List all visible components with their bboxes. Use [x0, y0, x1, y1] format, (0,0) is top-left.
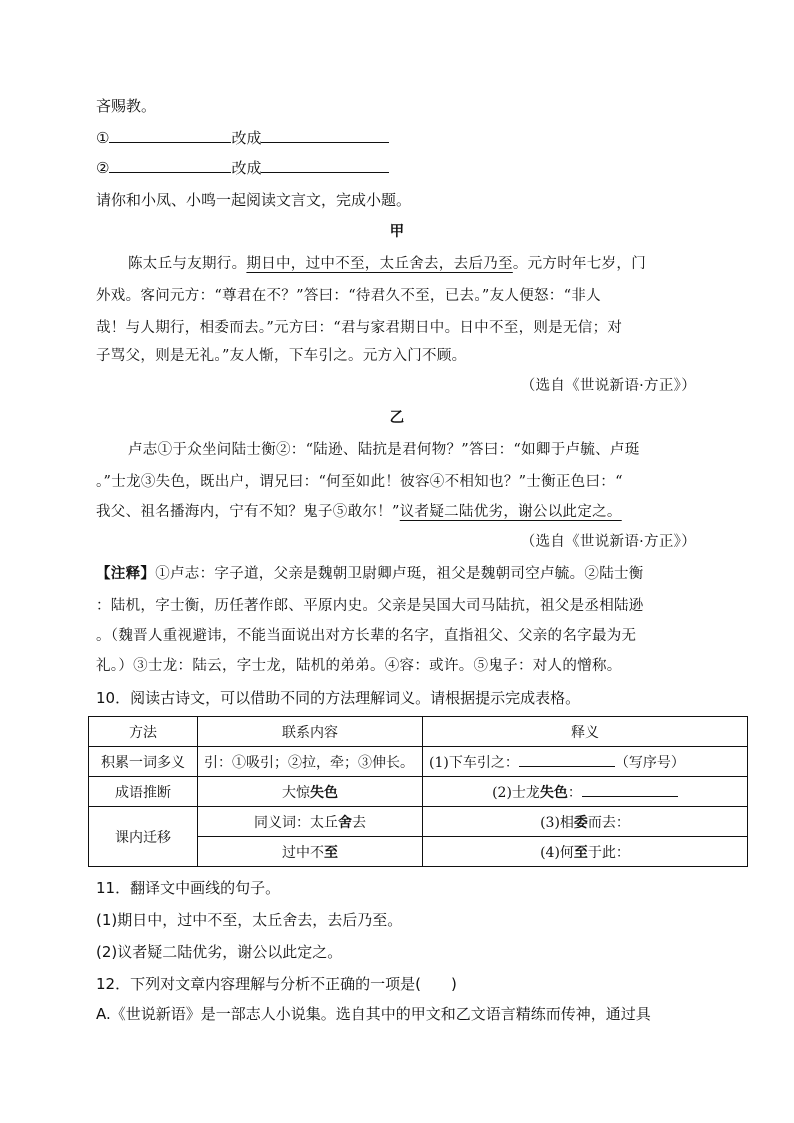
passage-yi-line: 。”士龙③失色，既出户，谓兄曰：“何至如此！彼容④不相知也？”士衡正色曰：“	[96, 474, 623, 490]
table-cell	[198, 777, 423, 807]
reading-intro: 请你和小凤、小鸣一起阅读文言文，完成小题。	[96, 191, 412, 209]
underlined-sentence: 期日中，过中不至，太丘舍去，去后乃至	[246, 256, 513, 272]
text-span: (2)士龙	[492, 784, 540, 801]
passage-yi-line	[96, 502, 622, 522]
table-cell	[423, 747, 748, 777]
question-12: 12．下列对文章内容理解与分析不正确的一项是( )	[96, 975, 457, 993]
text-span: 而去：	[587, 814, 630, 831]
key-word: 失色	[539, 784, 568, 801]
table-cell: 成语推断	[89, 777, 198, 807]
notes-heading: 【注释】	[96, 565, 156, 582]
text-span: ：	[567, 784, 582, 801]
passage-source: （选自《世说新语·方正》）	[520, 534, 696, 550]
key-word: 至	[324, 844, 338, 861]
text-span: 我父、祖名播海内，宁有不知？鬼子⑤敢尔！”	[96, 504, 400, 520]
text-span: 大惊	[282, 784, 310, 801]
text-span: 陈太丘与友期行。	[128, 256, 247, 272]
text-span: (4)何	[540, 844, 574, 861]
table-cell	[423, 777, 748, 807]
key-word: 失色	[310, 784, 338, 801]
answer-blank[interactable]	[109, 158, 231, 173]
passage-source: （选自《世说新语·方正》）	[520, 378, 696, 394]
notes-line: 。（魏晋人重视避讳，不能当面说出对方长辈的名字，直指祖父、父亲的名字最为无	[96, 628, 637, 644]
text-span: ①卢志：字子道，父亲是魏朝卫尉卿卢珽，祖父是魏朝司空卢毓。②陆士衡	[155, 566, 644, 582]
passage-jia-line	[128, 254, 646, 274]
passage-jia-line: 子骂父，则是无礼。”友人惭，下车引之。元方入门不顾。	[96, 348, 467, 364]
text-span: 去	[352, 814, 366, 831]
notes-line: ：陆机，字士衡，历任著作郎、平原内史。父亲是吴国大司马陆抗，祖父是丞相陆逊	[96, 598, 644, 614]
key-word: 委	[573, 814, 588, 831]
answer-blank[interactable]	[261, 128, 389, 143]
key-word: 至	[573, 844, 588, 861]
table-row	[89, 807, 748, 837]
table-cell	[198, 837, 423, 867]
question-11: 11．翻译文中画线的句子。	[96, 879, 281, 897]
key-word: 舍	[338, 814, 352, 831]
table-cell: 引：①吸引；②拉，牵；③伸长。	[198, 747, 423, 777]
answer-blank[interactable]	[582, 782, 678, 797]
table-row	[89, 747, 748, 777]
passage-jia-line: 外戏。客问元方：“尊君在不？”答曰：“待君久不至，已去。”友人便怒：“非人	[96, 288, 601, 304]
table-header: 释义	[423, 717, 748, 747]
text-span: 。元方时年七岁，门	[512, 256, 647, 272]
answer-blank[interactable]	[261, 158, 389, 173]
passage-title-yi: 乙	[389, 409, 405, 426]
passage-title-jia: 甲	[389, 223, 405, 240]
table-header: 方法	[89, 717, 198, 747]
method-table	[88, 716, 748, 867]
item-number: ①	[96, 129, 110, 147]
text-span: 于此：	[587, 844, 630, 861]
change-label: 改成	[231, 129, 262, 147]
text-span: 过中不	[282, 844, 324, 861]
notes-line: 礼。）③士龙：陆云，字士龙，陆机的弟弟。④容：或许。⑤鬼子：对人的憎称。	[96, 658, 622, 674]
table-cell	[198, 807, 423, 837]
notes-line	[96, 564, 644, 584]
table-cell	[423, 807, 748, 837]
question-11-item: (1)期日中，过中不至，太丘舍去，去后乃至。	[96, 911, 403, 929]
fill-item-1	[96, 128, 389, 148]
table-cell	[423, 837, 748, 867]
fill-item-2	[96, 158, 389, 178]
table-header-row	[89, 717, 748, 747]
table-header: 联系内容	[198, 717, 423, 747]
item-number: ②	[96, 159, 110, 177]
text-span: (1)下车引之：	[429, 754, 519, 771]
answer-blank[interactable]	[519, 752, 615, 767]
underlined-sentence: 议者疑二陆优劣，谢公以此定之。	[399, 504, 622, 520]
text-span: （写序号）	[614, 754, 685, 771]
change-label: 改成	[231, 159, 262, 177]
passage-jia-line: 哉！与人期行，相委而去。”元方曰：“君与家君期日中。日中不至，则是无信；对	[96, 320, 623, 336]
answer-blank[interactable]	[109, 128, 231, 143]
text-span: (3)相	[540, 814, 574, 831]
passage-yi-line: 卢志①于众坐问陆士衡②：“陆逊、陆抗是君何物？”答曰：“如卿于卢毓、卢珽	[128, 442, 640, 458]
table-row	[89, 777, 748, 807]
question-12-option-a: A.《世说新语》是一部志人小说集。选自其中的甲文和乙文语言精练而传神，通过具	[96, 1005, 651, 1023]
question-10: 10．阅读古诗文，可以借助不同的方法理解词义。请根据提示完成表格。	[96, 689, 581, 707]
table-cell: 课内迁移	[89, 807, 198, 867]
text-line: 吝赐教。	[96, 97, 157, 115]
question-11-item: (2)议者疑二陆优劣，谢公以此定之。	[96, 943, 343, 961]
text-span: 同义词：太丘	[254, 814, 338, 831]
table-cell: 积累一词多义	[89, 747, 198, 777]
